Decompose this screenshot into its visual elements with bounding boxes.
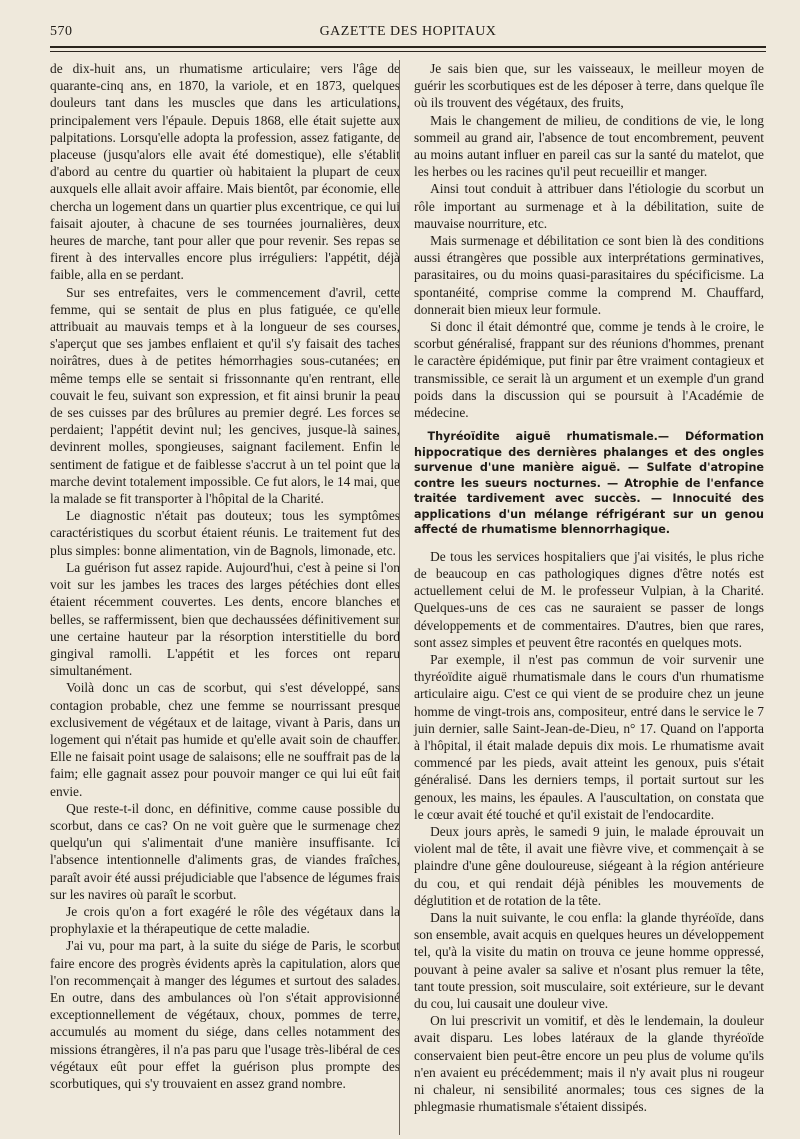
left-column	[50, 60, 400, 1092]
paragraph: Voilà donc un cas de scorbut, qui s'est développé, sans contagion probable, chez une femme se nourrissant presque exclusivement de végétaux et de laitage, vivant à Paris, dans un logement qui n'était pas humide et qu'elle avait soin de chauffer. Elle ne faisait point usage de salaisons; elle ne souffrait pas de la faim; elle gagnait assez pour pouvoir manger ce qui lui eût fait envie.	[50, 680, 400, 799]
paragraph: Le diagnostic n'était pas douteux; tous les symptômes caractéristiques du scorbut étaient réunis. Le traitement fut des plus simples: bonne alimentation, vin de Bagnols, limonade, etc.	[50, 508, 400, 558]
header-rule-thin	[50, 51, 766, 52]
paragraph: J'ai vu, pour ma part, à la suite du siége de Paris, le scorbut faire encore des progrès évidents après la capitulation, alors que l'on recommençait à manger des légumes et surtout des salades. En outre, dans des ambulances où l'on s'était approvisionné exceptionnellement de végétaux, choux, pommes de terre, accumulés au moment du siége, dans celles notamment des missions étrangères, il n'a pas paru que l'usage très-libéral de ces végétaux eût pour effet la guérison plus prompte des scorbutiques, qui s'y trouvaient en assez grand nombre.	[50, 938, 400, 1091]
paragraph: de dix-huit ans, un rhumatisme articulaire; vers l'âge de quarante-cinq ans, en 1870, la variole, et en 1873, quelques douleurs tant dans les muscles que dans les articulations, principalement vers l'épaule. Depuis 1868, elle était sujette aux palpitations. Lorsqu'elle adopta la profession, assez fatigante, de placeuse (jusqu'alors elle avait été domestique), elle s'établit d'abord au centre du quartier où habitaient la plupart de ceux auxquels elle allait avoir affaire. Mais bientôt, par économie, elle chercha un logement dans un quartier plus excentrique, ce qui lui faisait ajouter, à chacune de ses tournées journalières, deux heures de marche, tant pour aller que pour revenir. Ses repas se firent à des intervalles encore plus irréguliers: l'appétit, déjà faible, alla en se perdant.	[50, 61, 400, 283]
paragraph: Mais surmenage et débilitation ce sont bien là des conditions aussi étrangères que possible aux interprétations germinatives, parasitaires, ou du moins quasi-parasitaires du spécificisme. La spontanéité, comprise comme la comprend M. Chauffard, donnerait bien mieux leur formule.	[414, 233, 764, 317]
running-title: GAZETTE DES HOPITAUX	[319, 24, 497, 39]
paragraph: Que reste-t-il donc, en définitive, comme cause possible du scorbut, dans ce cas? On ne voit guère que le surmenage chez quelqu'un qui s'alimentait d'une manière insuffisante. Ici l'absence intentionnelle d'aliments gras, de viandes fraîches, paraît avoir été aussi préjudiciable que l'absence de légumes frais sur les navires où paraît le scorbut.	[50, 800, 400, 902]
paragraph: Deux jours après, le samedi 9 juin, le malade éprouvait un violent mal de tête, il avait une fièvre vive, et commençait à se plaindre d'une gêne douloureuse, siégeant à la région antérieure du cou, et qui rendait déjà pénibles les mouvements de déglutition et de rotation de la tête.	[414, 824, 764, 908]
page-number: 570	[50, 24, 73, 39]
paragraph: Par exemple, il n'est pas commun de voir survenir une thyréoïdite aiguë rhumatismale dans le cours d'un rhumatisme articulaire aigu. C'est ce qui vient de se produire chez un jeune homme de vingt-trois ans, compositeur, entré dans le service le 7 juin dernier, salle Saint-Jean-de-Dieu, n° 17. Quand on l'apporta à l'hôpital, il était malade depuis dix mois. Le rhumatisme avait commencé par les pieds, avait atteint les genoux, puis s'était généralisé. Dans les derniers temps, il portait surtout sur les genoux, les mains, les épaules. A l'auscultation, on constata que le cœur avait été touché et qu'il existait de l'endocardite.	[414, 651, 764, 822]
section-heading: Thyréoïdite aiguë rhumatismale.— Déformation hippocratique des dernières phalanges et des ongles survenue d'une manière aiguë. — Sulfate d'atropine contre les sueurs nocturnes. — Atrophie de l'enfance traitée tardivement avec succès. — Innocuité des applications d'un mélange réfrigérant sur un genou affecté de rhumatisme blennorrhagique.	[414, 430, 764, 537]
right-column	[414, 60, 764, 1115]
paragraph: Sur ses entrefaites, vers le commencement d'avril, cette femme, qui se sentait de plus en plus fatiguée, ce qu'elle attribuait au mauvais temps et à la longueur de ses courses, s'aperçut que ses jambes enflaient et qu'il s'y faisait des taches noirâtres, dues à de petites hémorrhagies sous-cutanées; en même temps elle se sentait si frissonnante qu'en rentrant, elle couvait le feu, suivant son expression, et fit ainsi brunir la peau de ses cuisses par des brûlures au premier degré. Les forces se perdaient; l'appétit devint nul; les gencives, jusque-là saines, devinrent molles, spongieuses, saignant facilement. Enfin le sentiment de fatigue et de faiblesse s'accrut à un tel point que la marche devint totalement impossible. Ce fut alors, le 14 mai, que la malade se fit transporter à l'hôpital de la Charité.	[50, 284, 400, 507]
paragraph: On lui prescrivit un vomitif, et dès le lendemain, la douleur avait disparu. Les lobes latéraux de la glande thyréoïde conservaient bien peut-être encore un peu plus de volume qu'ils n'en avaient eu précédemment; mais il n'y avait plus ni rougeur ni chaleur, ni sensibilité anormales; tous ces signes de la phlegmasie rhumatismale s'étaient dissipés.	[414, 1013, 764, 1115]
paragraph: Je crois qu'on a fort exagéré le rôle des végétaux dans la prophylaxie et la thérapeutique de cette maladie.	[50, 903, 400, 937]
paragraph: Mais le changement de milieu, de conditions de vie, le long sommeil au grand air, l'absence de tout encombrement, peuvent au moins autant influer en pareil cas sur la santé du matelot, que les herbes ou les racines qu'il peut recueillir et manger.	[414, 112, 764, 180]
paragraph: Je sais bien que, sur les vaisseaux, le meilleur moyen de guérir les scorbutiques est de les déposer à terre, dans quelque île où ils trouvent des végétaux, des fruits,	[414, 61, 764, 111]
paragraph: Dans la nuit suivante, le cou enfla: la glande thyréoïde, dans son ensemble, avait acquis en quelques heures un développement tel, qu'à la visite du matin on trouva ce jeune homme oppressé, pouvant à peine avaler sa salive et n'osant plus remuer la tête, tant toute pression, soit musculaire, soit extérieure, sur le devant du cou, lui causait une douleur vive.	[414, 910, 764, 1012]
paragraph: Ainsi tout conduit à attribuer dans l'étiologie du scorbut un rôle important au surmenage et à la débilitation, suite de mauvaise nourriture, etc.	[414, 181, 764, 231]
column-divider	[399, 60, 400, 1135]
page-header	[50, 24, 766, 44]
paragraph: De tous les services hospitaliers que j'ai visités, le plus riche de beaucoup en cas pathologiques dignes d'être notés est actuellement celui de M. le professeur Vulpian, à la Charité. Quelques-uns de ces cas ne sauraient se passer de longs développements et de commentaires. D'autres, bien que rares, sont assez simples et peuvent être racontés en quelques mots.	[414, 548, 764, 650]
header-rule-thick	[50, 46, 766, 48]
paragraph: La guérison fut assez rapide. Aujourd'hui, c'est à peine si l'on voit sur les jambes les traces des larges pétéchies dont elles étaient récemment couvertes. Les dents, encore blanches et belles, se raffermissent, bien que dechaussées définitivement sur une certaine hauteur par la résorption interstitielle du bord gingival ramolli. L'appétit et les forces ont reparu simultanément.	[50, 559, 400, 679]
paragraph: Si donc il était démontré que, comme je tends à le croire, le scorbut généralisé, frappant sur des réunions d'hommes, prenant le caractère épidémique, put finir par être vraiment contagieux et transmissible, ce serait là un argument et un exemple d'un grand poids dans la discussion qui se poursuit à l'Académie de médecine.	[414, 319, 764, 421]
